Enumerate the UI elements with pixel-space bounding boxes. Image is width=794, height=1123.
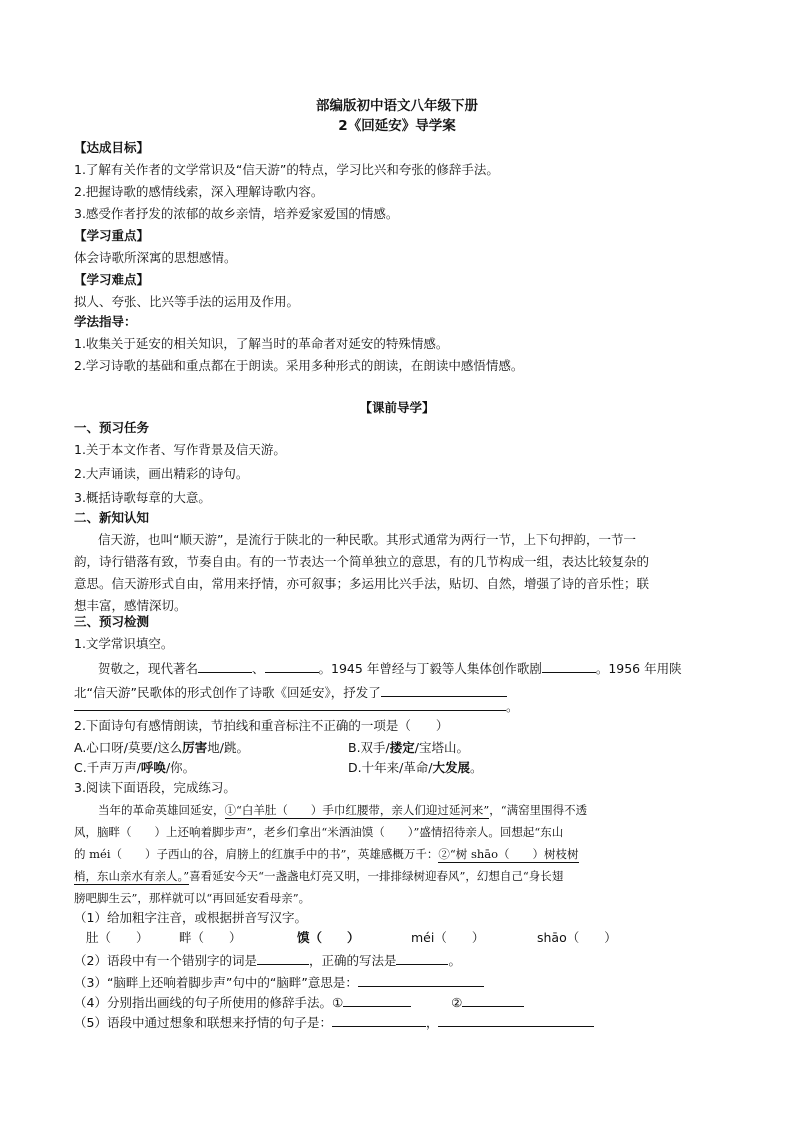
difficulty-text: 拟人、夸张、比兴等手法的运用及作用。 — [74, 294, 300, 309]
answer-blank[interactable] — [438, 1014, 594, 1027]
answer-blank[interactable] — [74, 698, 506, 711]
focus-text: 体会诗歌所深寓的思想感情。 — [74, 250, 237, 265]
answer-blank[interactable] — [462, 994, 524, 1007]
goal-item: 2.把握诗歌的感情线索，深入理解诗歌内容。 — [74, 184, 324, 199]
option-d: D.十年来/革命/大发展。 — [348, 760, 483, 775]
sub-question: （4）分别指出画线的句子所使用的修辞手法。① ② — [74, 994, 524, 1011]
task-item: 1.关于本文作者、写作背景及信天游。 — [74, 442, 286, 457]
method-item: 2.学习诗歌的基础和重点都在于朗读。采用多种形式的朗读，在朗读中感悟情感。 — [74, 358, 524, 373]
answer-blank[interactable] — [542, 660, 596, 673]
option-b: B.双手/搂定/宝塔山。 — [348, 740, 469, 755]
answer-blank[interactable] — [265, 660, 319, 673]
passage-line: 膀吧脚生云”，那样就可以“再回延安看母亲”。 — [74, 891, 311, 905]
focus-heading: 【学习重点】 — [74, 228, 150, 243]
body-line: 意思。信天游形式自由，常用来抒情，亦可叙事；多运用比兴手法，贴切、自然，增强了诗的音乐性；联 — [74, 576, 650, 591]
answer-blank[interactable] — [396, 952, 448, 965]
answer-blank[interactable] — [381, 684, 507, 697]
goals-heading: 【达成目标】 — [74, 140, 150, 155]
fill-line: 北“信天游”民歌体的形式创作了诗歌《回延安》，抒发了 — [74, 684, 507, 701]
goal-item: 3.感受作者抒发的浓郁的故乡亲情，培养爱家爱国的情感。 — [74, 206, 399, 221]
sub-question: （1）给加粗字注音，或根据拼音写汉字。 — [74, 910, 307, 925]
sub-question: （2）语段中有一个错别字的词是 ，正确的写法是 。 — [74, 953, 461, 968]
option-row — [74, 740, 622, 756]
option-c: C.千声万声/呼唤/你。 — [74, 760, 196, 775]
passage-line: 的 méi（ ）子西山的谷，肩膀上的红旗手中的书”，英雄感概万千：②“树 shāo（ ）树枝树 — [74, 847, 579, 861]
fill-line: 。 — [74, 698, 519, 715]
question-stem: 2.下面诗句有感情朗读，节拍线和重音标注不正确的一项是（ ） — [74, 718, 449, 733]
question-label: 1.文学常识填空。 — [74, 636, 174, 651]
answer-blank[interactable] — [358, 974, 484, 987]
question-stem: 3.阅读下面语段，完成练习。 — [74, 780, 236, 795]
fill-line: 贺敬之，现代著名 、 。1945 年曾经与丁毅等人集体创作歌剧 。1956 年用陕 — [98, 661, 682, 676]
page-title: 部编版初中语文八年级下册 — [316, 98, 478, 114]
method-item: 1.收集关于延安的相关知识，了解当时的革命者对延安的特殊情感。 — [74, 336, 449, 351]
preclass-heading: 【课前导学】 — [359, 400, 435, 415]
answer-blank[interactable] — [343, 994, 411, 1007]
pinyin-row: 肚（ ） 畔（ ） 馍（ ） méi（ ） shāo（ ） — [86, 930, 617, 945]
passage-line: 当年的革命英雄回延安，①“白羊肚（ ）手巾红腰带，亲人们迎过延河来”，“满窑里围得不透 — [98, 803, 588, 817]
body-line: 想丰富，感情深切。 — [74, 598, 187, 613]
passage-line: 梢，东山亲水有亲人。”喜看延安今天“一盏盏电灯亮又明，一排排绿树迎春风”，幻想自己“身长翅 — [74, 869, 564, 883]
option-a: A.心口呀/莫要/这么厉害地/跳。 — [74, 740, 249, 755]
answer-blank[interactable] — [198, 660, 252, 673]
passage-line: 风，脑畔（ ）上还响着脚步声”，老乡们拿出“米酒油馍（ ）”盛情招待亲人。回想起“东山 — [74, 825, 564, 839]
sub-question: （3）“脑畔上还响着脚步声”句中的“脑畔”意思是： — [74, 974, 484, 991]
method-heading: 学法指导： — [74, 314, 137, 329]
body-line: 信天游，也叫“顺天游”，是流行于陕北的一种民歌。其形式通常为两行一节，上下句押韵，一节一 — [98, 532, 636, 547]
body-line: 韵，诗行错落有致，节奏自由。有的一节表达一个简单独立的意思，有的几节构成一组，表达比较复杂的 — [74, 554, 650, 569]
task-item: 3.概括诗歌每章的大意。 — [74, 490, 211, 505]
task-item: 2.大声诵读，画出精彩的诗句。 — [74, 466, 249, 481]
answer-blank[interactable] — [332, 1014, 426, 1027]
section-title: 三、预习检测 — [74, 614, 150, 629]
option-row — [74, 760, 622, 776]
section-title: 一、预习任务 — [74, 420, 150, 435]
section-title: 二、新知认知 — [74, 510, 150, 525]
sub-question: （5）语段中通过想象和联想来抒情的句子是： ， — [74, 1014, 594, 1031]
difficulty-heading: 【学习难点】 — [74, 272, 150, 287]
goal-item: 1.了解有关作者的文学常识及“信天游”的特点，学习比兴和夸张的修辞手法。 — [74, 162, 499, 177]
answer-blank[interactable] — [257, 952, 309, 965]
page-subtitle: 2《回延安》导学案 — [338, 118, 456, 134]
